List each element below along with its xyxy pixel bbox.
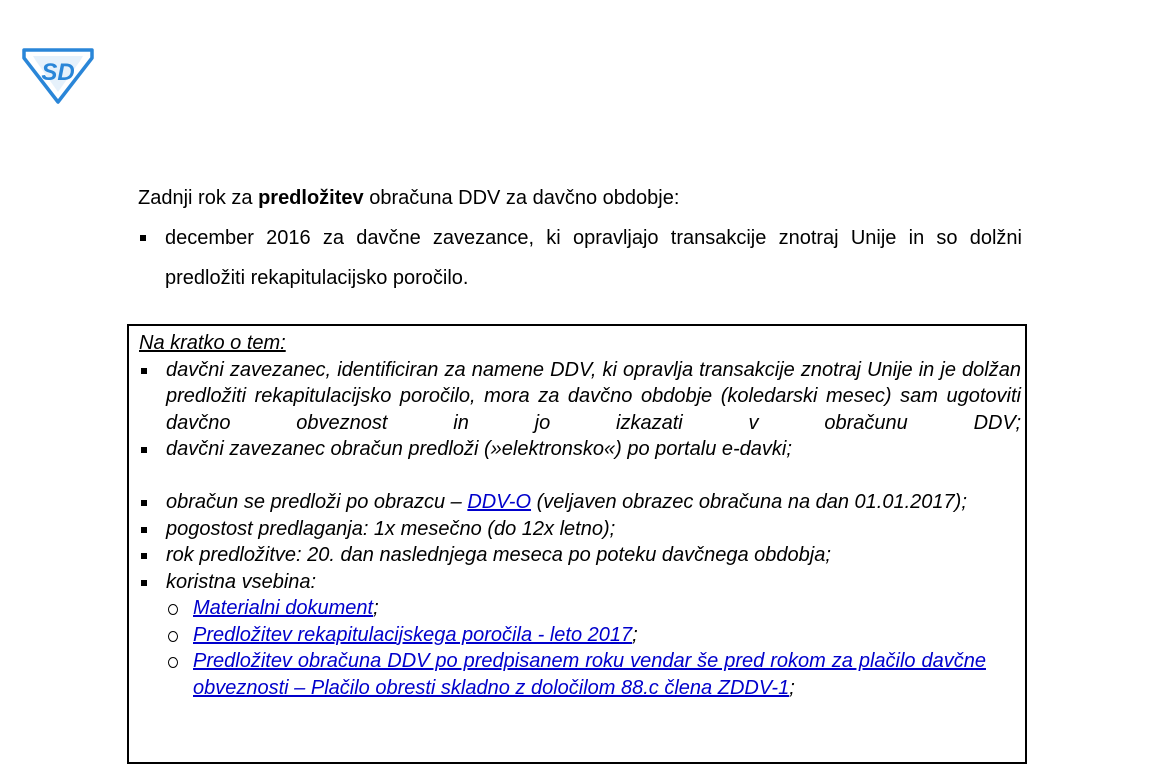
list-item: rok predložitve: 20. dan naslednjega meseca po poteku davčnega obdobja; xyxy=(139,542,1021,569)
bullet-circle-icon xyxy=(168,631,178,642)
summary-box xyxy=(127,324,1027,764)
sublist-item: Materialni dokument; xyxy=(166,595,1021,622)
summary-list-2 xyxy=(139,489,1021,701)
useful-content-list xyxy=(166,595,1021,701)
ddv-o-link[interactable]: DDV-O xyxy=(467,491,532,513)
list-item: obračun se predloži po obrazcu – DDV-O (veljaven obrazec obračuna na dan 01.01.2017); xyxy=(139,489,1021,516)
bullet-square-icon xyxy=(141,580,147,586)
logo-letters: SD xyxy=(41,59,75,86)
intro-list xyxy=(138,218,1022,298)
bullet-square-icon xyxy=(141,368,147,374)
bullet-square-icon xyxy=(140,235,146,241)
list-item: davčni zavezanec, identificiran za namene DDV, ki opravlja transakcije znotraj Unije in je dolžan predložiti rekapitulacijsko poročilo, mora za davčno obdobje (koledarski mesec) sam ugotoviti davčno obveznost in jo izkazati v obračunu DDV; xyxy=(139,357,1021,437)
intro-section xyxy=(138,178,1022,298)
deadline-intro: Zadnji rok za predložitev obračuna DDV za davčno obdobje: xyxy=(138,187,680,209)
company-logo xyxy=(20,46,96,104)
list-item: davčni zavezanec obračun predloži (»elektronsko«) po portalu e-davki; xyxy=(139,436,1021,463)
recap-report-link[interactable]: Predložitev rekapitulacijskega poročila - leto 2017 xyxy=(193,623,633,646)
bullet-circle-icon xyxy=(168,657,178,668)
bullet-square-icon xyxy=(141,447,147,453)
sublist-item: Predložitev rekapitulacijskega poročila - leto 2017; xyxy=(166,622,1021,649)
bullet-circle-icon xyxy=(168,604,178,615)
bullet-square-icon xyxy=(141,553,147,559)
sublist-item: Predložitev obračuna DDV po predpisanem roku vendar še pred rokom za plačilo davčne obveznosti – Plačilo obresti skladno z določilom 88.c člena ZDDV-1; xyxy=(166,648,986,701)
list-item: koristna vsebina: Materialni dokument; Predložitev rekapitulacijskega poročila - leto 2017; Predložitev obračuna DDV po predpisanem roku vendar še pred rokom za plačilo davčne obveznosti – Plačilo obresti skladno z določilom 88.c člena ZDDV-1; xyxy=(139,569,1021,702)
late-vat-return-link[interactable]: Predložitev obračuna DDV po predpisanem roku vendar še pred rokom za plačilo davčne obveznosti – Plačilo obresti skladno z določilom 88.c člena ZDDV-1 xyxy=(193,650,986,699)
intro-bullet: december 2016 za davčne zavezance, ki opravljajo transakcije znotraj Unije in so dolžni predložiti rekapitulacijsko poročilo. xyxy=(138,218,1022,298)
summary-heading: Na kratko o tem: xyxy=(139,332,286,354)
list-item: pogostost predlaganja: 1x mesečno (do 12x letno); xyxy=(139,516,1021,543)
material-document-link[interactable]: Materialni dokument xyxy=(193,597,374,619)
bullet-square-icon xyxy=(141,527,147,533)
bullet-square-icon xyxy=(141,500,147,506)
summary-list xyxy=(139,357,1021,463)
